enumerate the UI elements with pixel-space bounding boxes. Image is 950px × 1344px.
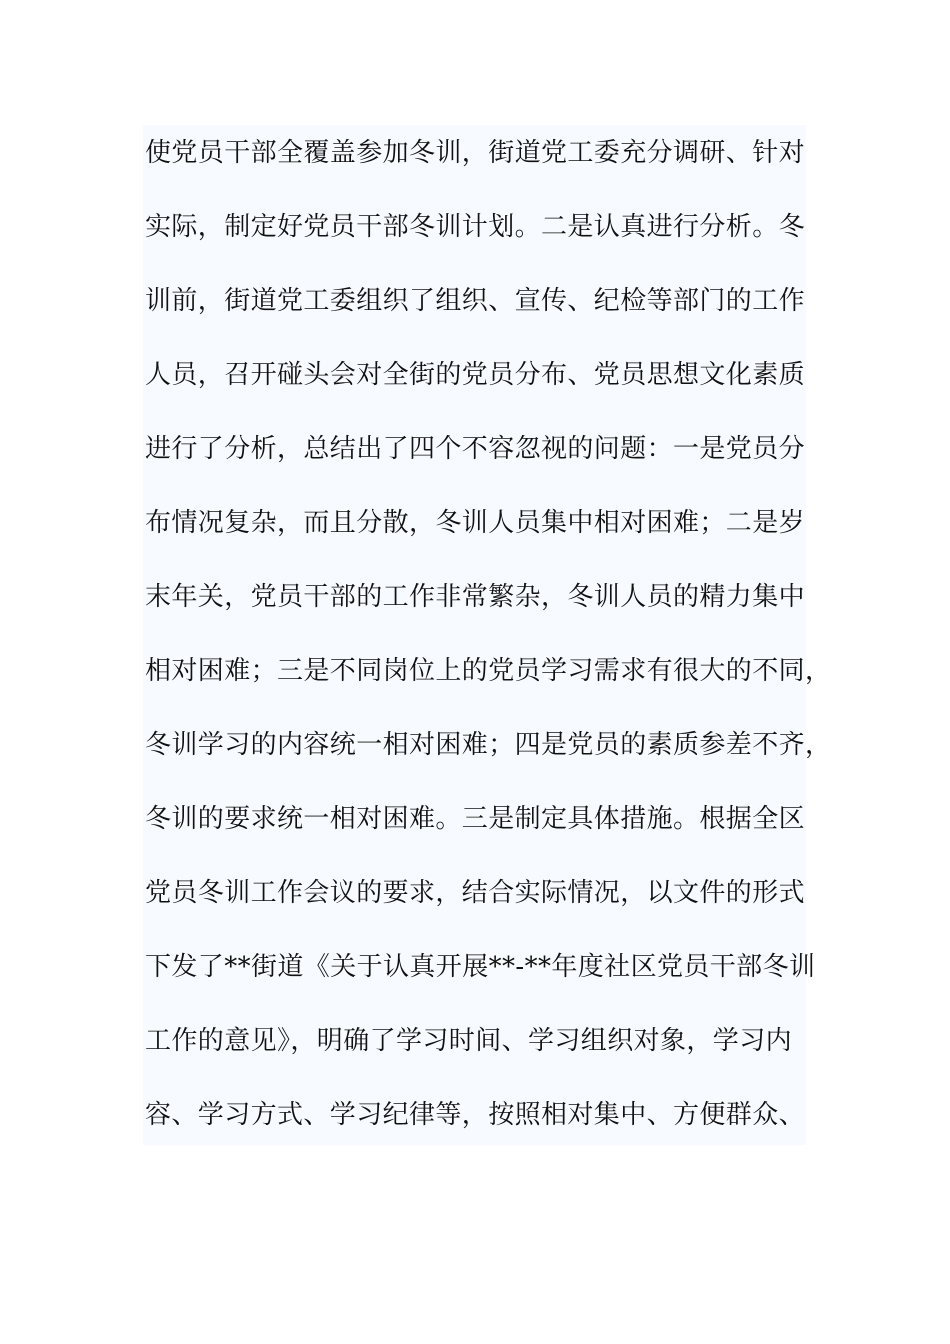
text-line: 冬训学习的内容统一相对困难；四是党员的素质参差不齐， [145, 730, 832, 760]
text-line: 末年关，党员干部的工作非常繁杂，冬训人员的精力集中 [145, 582, 806, 612]
text-line: 冬训的要求统一相对困难。三是制定具体措施。根据全区 [145, 804, 806, 834]
text-line: 实际，制定好党员干部冬训计划。二是认真进行分析。冬 [145, 212, 806, 242]
text-line: 训前，街道党工委组织了组织、宣传、纪检等部门的工作 [145, 286, 806, 316]
text-line: 容、学习方式、学习纪律等，按照相对集中、方便群众、 [145, 1100, 806, 1130]
text-line: 下发了**街道《关于认真开展**-**年度社区党员干部冬训 [145, 952, 816, 982]
text-line: 人员，召开碰头会对全街的党员分布、党员思想文化素质 [145, 360, 806, 390]
text-line: 工作的意见》，明确了学习时间、学习组织对象，学习内 [145, 1026, 793, 1056]
text-line: 布情况复杂，而且分散，冬训人员集中相对困难；二是岁 [145, 508, 806, 538]
text-line: 相对困难；三是不同岗位上的党员学习需求有很大的不同， [145, 656, 832, 686]
text-line: 党员冬训工作会议的要求，结合实际情况，以文件的形式 [145, 878, 806, 908]
text-line: 进行了分析，总结出了四个不容忽视的问题：一是党员分 [145, 434, 806, 464]
text-line: 使党员干部全覆盖参加冬训，街道党工委充分调研、针对 [145, 138, 806, 168]
body-text-block [143, 125, 832, 1145]
